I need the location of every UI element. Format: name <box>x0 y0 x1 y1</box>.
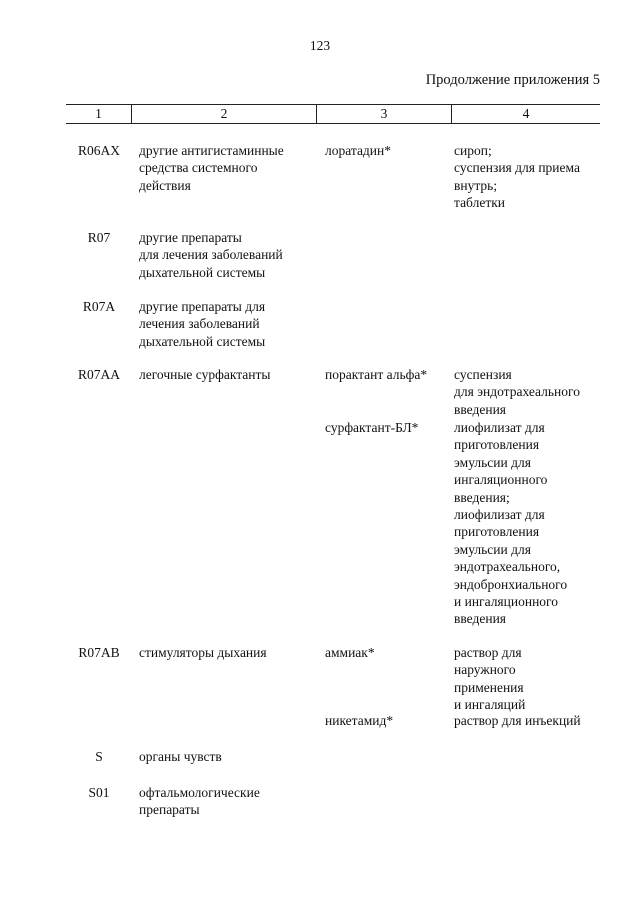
dosage-form: раствор для инъекций <box>454 713 581 728</box>
group-name: другие препараты для лечения заболеваний дыхательной системы <box>139 230 283 280</box>
atc-code: R07AB <box>78 645 120 660</box>
dosage-form: суспензия для эндотрахеального введения <box>454 367 580 417</box>
atc-code: R07 <box>87 230 111 245</box>
dosage-form: раствор для наружного применения и ингаляций <box>454 645 526 713</box>
group-name: другие препараты для лечения заболеваний дыхательной системы <box>139 299 266 349</box>
group-name: офтальмологические препараты <box>139 785 260 818</box>
dosage-form: сироп; суспензия для приема внутрь; таблетки <box>454 143 580 211</box>
appendix-continuation-label: Продолжение приложения 5 <box>425 72 600 88</box>
header-col-4: 4 <box>522 106 530 121</box>
page-number: 123 <box>309 38 331 53</box>
group-name: легочные сурфактанты <box>139 367 271 382</box>
header-col-1: 1 <box>66 105 132 123</box>
dosage-form: лиофилизат для приготовления эмульсии для ингаляционного введения; лиофилизат для приготовления эмульсии для эндотрахеального, эндобронхиального и ингаляционного введения <box>454 420 568 627</box>
drug-name: никетамид* <box>325 713 394 728</box>
atc-code: S <box>95 749 103 764</box>
drug-name: лоратадин* <box>325 143 392 158</box>
header-col-2: 2 <box>132 105 317 123</box>
drug-name: порактант альфа* <box>325 367 428 382</box>
drug-name: аммиак* <box>325 645 375 660</box>
atc-code: S01 <box>88 785 110 800</box>
group-name: органы чувств <box>139 749 222 764</box>
group-name: другие антигистаминные средства системного действия <box>139 143 284 193</box>
atc-code: R07AA <box>77 367 120 382</box>
group-name: стимуляторы дыхания <box>139 645 267 660</box>
atc-code: R07A <box>82 299 116 314</box>
header-col-3: 3 <box>317 105 452 123</box>
atc-code: R06AX <box>77 143 120 158</box>
drug-name: сурфактант-БЛ* <box>325 420 419 435</box>
table-header <box>66 104 600 124</box>
